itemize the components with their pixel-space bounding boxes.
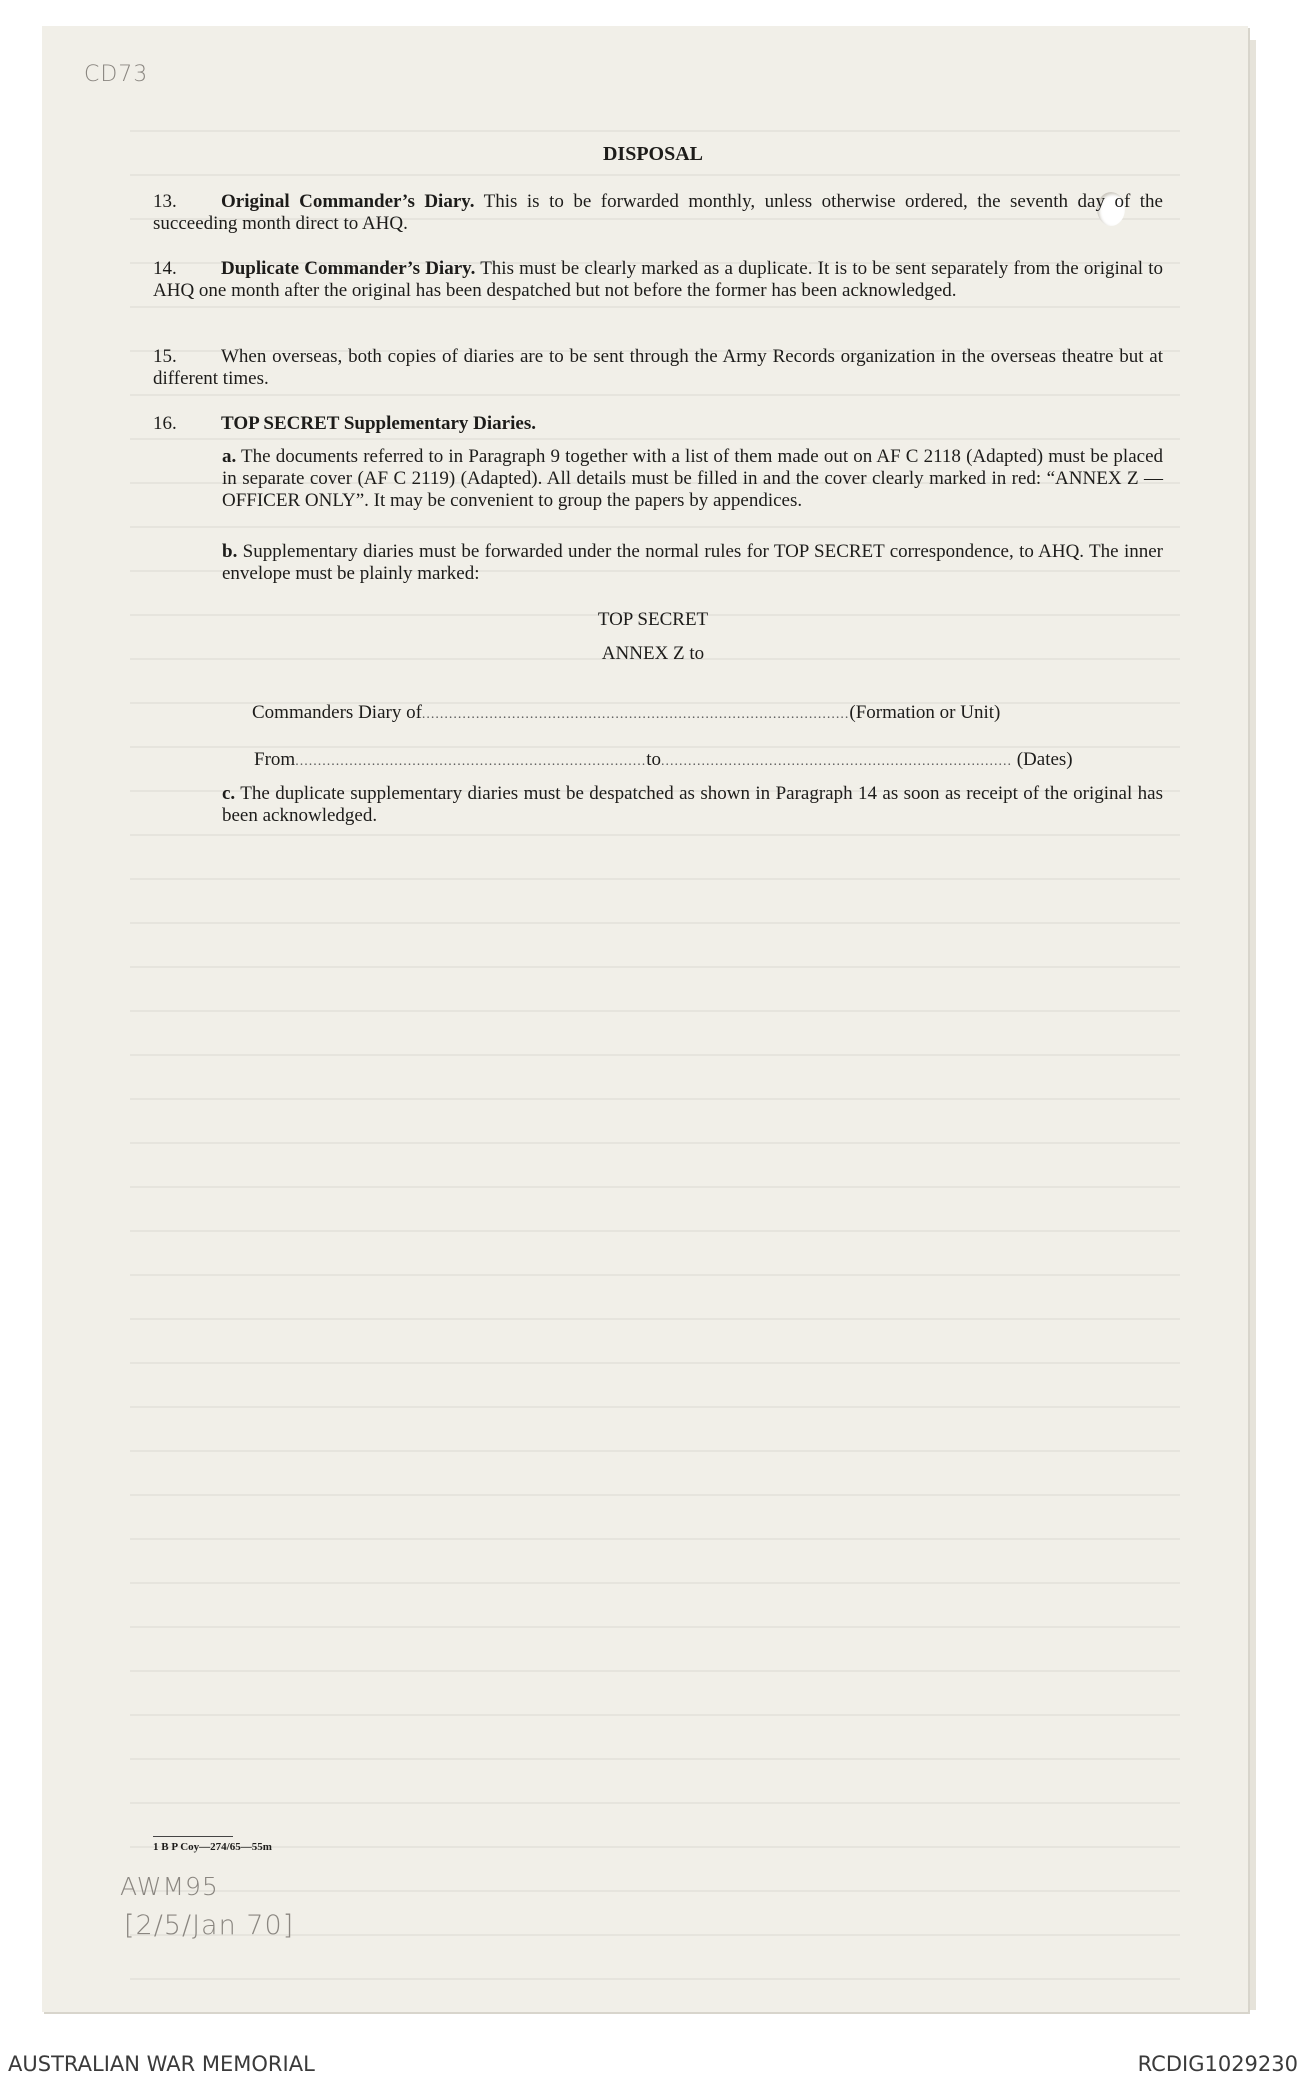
paper-edge: [1250, 40, 1256, 2010]
paragraph-number: 15.: [153, 346, 177, 367]
envelope-marking-top-secret: TOP SECRET: [597, 609, 709, 630]
date-range-line: [254, 749, 1073, 771]
subparagraph-16a: [222, 446, 1163, 512]
paragraph-title: Original Commander’s Diary.: [221, 191, 475, 212]
printer-rule: [153, 1836, 233, 1837]
paragraph-14: [153, 258, 1163, 302]
fill-in-dots: ..............................................................................: [660, 754, 1012, 769]
paragraph-13: [153, 191, 1163, 235]
handwritten-annotation-series: AWM95: [120, 1872, 219, 1901]
subparagraph-letter: c.: [222, 783, 236, 804]
subparagraph-text: The documents referred to in Paragraph 9 together with a list of them made out on AF C 2118 (Adapted) must be placed in separate cover (AF C 2119) (Adapted). All details must be filled in and the cover clearly marked in red: “ANNEX Z — OFFICER ONLY”. It may be convenient to group the papers by appendices.: [222, 446, 1163, 511]
paragraph-text: This must be clearly marked as a duplicate. It is to be sent separately from the original to AHQ one month after the original has been despatched but not before the former has been acknowledged.: [153, 258, 1163, 301]
subparagraph-text: Supplementary diaries must be forwarded under the normal rules for TOP SECRET correspondence, to AHQ. The inner envelope must be plainly marked:: [222, 541, 1163, 584]
paragraph-text: When overseas, both copies of diaries are to be sent through the Army Records organization in the overseas theatre but at different times.: [153, 346, 1163, 389]
archive-name: AUSTRALIAN WAR MEMORIAL: [8, 2052, 315, 2076]
handwritten-annotation-date: [2/5/Jan 70]: [124, 1910, 295, 1941]
paragraph-number: 16.: [153, 413, 177, 434]
diary-of-line: [252, 702, 1000, 724]
paragraph-15: [153, 346, 1163, 390]
handwritten-annotation-top: CD73: [84, 62, 149, 87]
paragraph-title: TOP SECRET Supplementary Diaries.: [221, 413, 536, 434]
archive-footer-bar: [0, 2046, 1306, 2082]
fill-in-dots: ...............................................................................................: [421, 707, 850, 722]
subparagraph-16c: [222, 783, 1163, 827]
to-label: to: [646, 749, 661, 770]
dates-label: (Dates): [1016, 749, 1073, 770]
envelope-marking-annex: ANNEX Z to: [601, 643, 705, 664]
subparagraph-16b: [222, 541, 1163, 585]
printer-imprint: 1 B P Coy—274/65—55m: [153, 1841, 272, 1853]
paragraph-number: 13.: [153, 191, 177, 212]
paragraph-text: This is to be forwarded monthly, unless otherwise ordered,: [474, 191, 978, 212]
paragraph-16: [153, 413, 1163, 435]
from-label: From: [254, 749, 296, 770]
subparagraph-letter: b.: [222, 541, 238, 562]
fill-in-dots: ..............................................................................: [295, 754, 647, 769]
subparagraph-letter: a.: [222, 446, 237, 467]
formation-label: (Formation or Unit): [849, 702, 1001, 723]
diary-of-label: Commanders Diary of: [252, 702, 422, 723]
paragraph-number: 14.: [153, 258, 177, 279]
paragraph-text: the seventh day of the succeeding month direct to AHQ.: [153, 191, 1163, 234]
archive-id: RCDIG1029230: [1137, 2052, 1298, 2076]
paragraph-title: Duplicate Commander’s Diary.: [221, 258, 476, 279]
paper-sheet: [42, 26, 1248, 2012]
subparagraph-text: The duplicate supplementary diaries must be despatched as shown in Paragraph 14 as soon as receipt of the original has been acknowledged.: [222, 783, 1163, 826]
section-heading: DISPOSAL: [602, 143, 704, 165]
